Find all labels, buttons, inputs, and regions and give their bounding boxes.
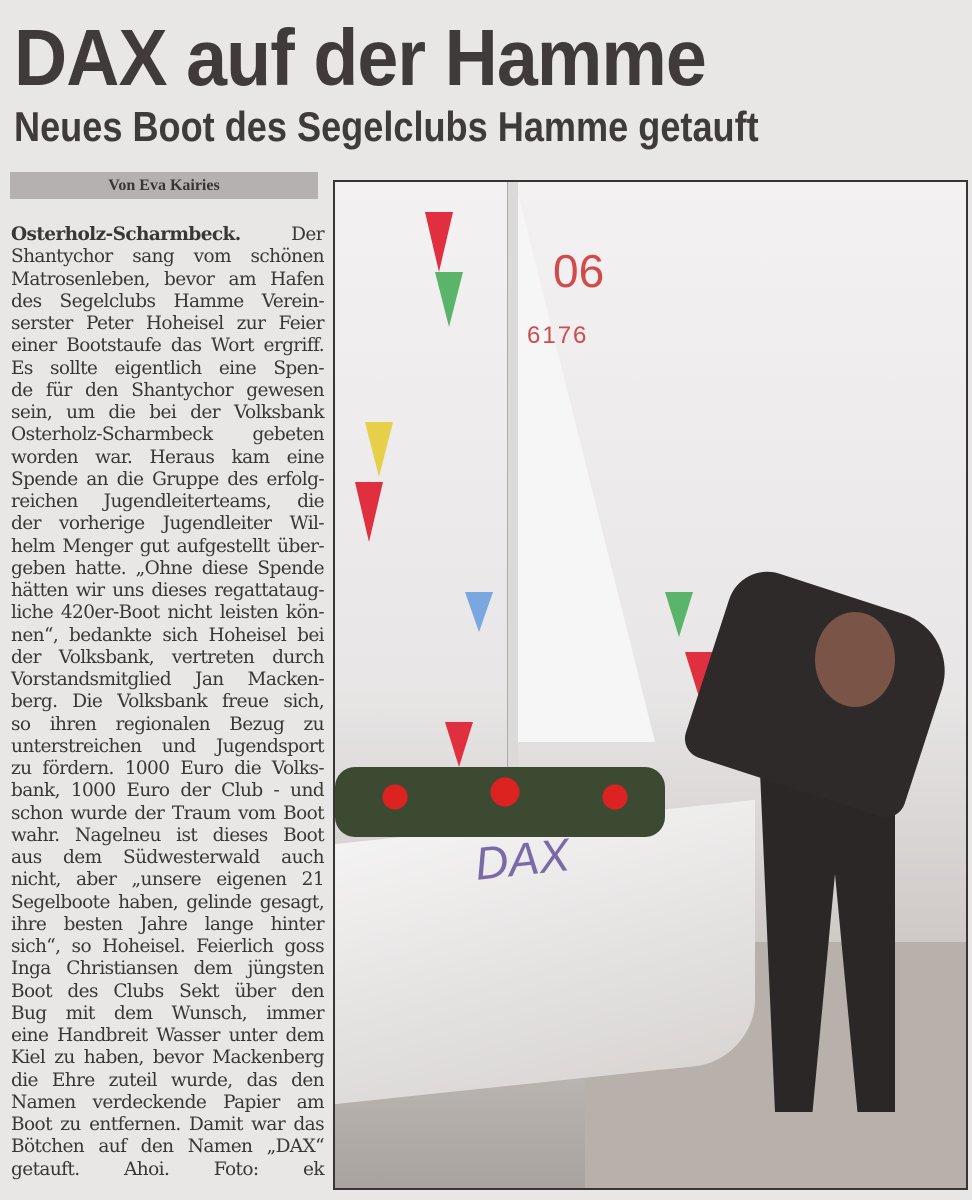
pennant-flag [365,422,393,477]
article-line: berg. Die Volksbank freue sich, [11,691,324,713]
article-line: Namen verdeckende Papier am [11,1091,324,1113]
article-line: Osterholz-Scharmbeck gebeten [11,424,324,446]
article-line: eine Handbreit Wasser unter dem [11,1025,324,1046]
article-line: die Ehre zuteil wurde, das den [11,1069,324,1091]
article-line: Matrosenleben, bevor am Hafen [11,268,324,290]
article-line: aus dem Südwesterwald auch [11,847,324,868]
sail-number-top: 06 [553,245,605,297]
article-line: unterstreichen und Jugendsport [11,735,324,757]
article-line: getauft. Ahoi. Foto: ek [11,1158,324,1180]
subheadline: Neues Boot des Segelclubs Hamme getauft [14,103,759,150]
article-line: bank, 1000 Euro der Club - und [11,780,324,802]
pennant-flag [425,212,453,272]
article-line: nicht, aber „unsere eigenen 21 [11,869,324,891]
article-line: Bötchen auf den Namen „DAX“ [11,1136,324,1158]
pennant-flag [465,592,493,632]
headline: DAX auf der Hamme [14,13,706,102]
pennant-flag [435,272,463,327]
article-line: geben hatte. „Ohne diese Spende [11,557,324,579]
article-line: Vorstandsmitglied Jan Macken- [11,669,324,690]
sail-number: 6176 [527,322,589,349]
article-line: helm Menger gut aufgestellt über- [11,535,324,557]
photo-credit: Foto: ek [213,1158,324,1180]
byline: Von Eva Kairies [10,172,318,199]
hull-name: DAX [472,828,573,890]
article-line: Boot zu entfernen. Damit war das [11,1114,324,1135]
article-line: der vorherige Jugendleiter Wil- [11,513,324,535]
article-line: worden war. Heraus kam eine [11,446,324,468]
article-body [11,224,324,1181]
article-line: Bug mit dem Wunsch, immer [11,1002,324,1024]
man-unveiling-name [635,582,935,1142]
article-line: sich“, so Hoheisel. Feierlich goss [11,936,324,957]
dateline: Osterholz-Scharmbeck. [11,224,241,245]
flower-garland [335,767,665,837]
article-line: hätten wir uns dieses regattataug- [11,580,324,601]
article-line: wahr. Nagelneu ist dieses Boot [11,824,324,846]
article-line: Es sollte eigentlich eine Spen- [11,357,324,379]
article-line: nen“, bedankte sich Hoheisel bei [11,624,324,646]
article-line: liche 420er-Boot nicht leisten kön- [11,602,324,624]
article-line: so ihren regionalen Bezug zu [11,713,324,735]
article-line: Segelboote haben, gelinde gesagt, [11,891,324,913]
article-line: Boot des Clubs Sekt über den [11,980,324,1002]
article-line: ihre besten Jahre lange hinter [11,913,324,935]
pennant-flag [445,722,473,767]
article-line: de für den Shantychor gewesen [11,379,324,401]
article-photo [333,180,968,1190]
article-line: Spende an die Gruppe des erfolg- [11,468,324,490]
article-line: Kiel zu haben, bevor Mackenberg [11,1047,324,1069]
pennant-flag [355,482,383,542]
article-line: des Segelclubs Hamme Verein- [11,290,324,312]
article-line: zu fördern. 1000 Euro die Volks- [11,758,324,779]
article-line: serster Peter Hoheisel zur Feier [11,313,324,334]
article-line: sein, um die bei der Volksbank [11,402,324,423]
article-line: der Volksbank, vertreten durch [11,646,324,668]
article-line: Shantychor sang vom schönen [11,246,324,268]
article-line: Osterholz-Scharmbeck. Der [11,224,324,245]
article-line: Inga Christiansen dem jüngsten [11,958,324,980]
article-line: schon wurde der Traum vom Boot [11,802,324,824]
article-line: einer Bootstaufe das Wort ergriff. [11,335,324,357]
mast [507,182,518,842]
article-line: reichen Jugendleiterteams, die [11,491,324,512]
